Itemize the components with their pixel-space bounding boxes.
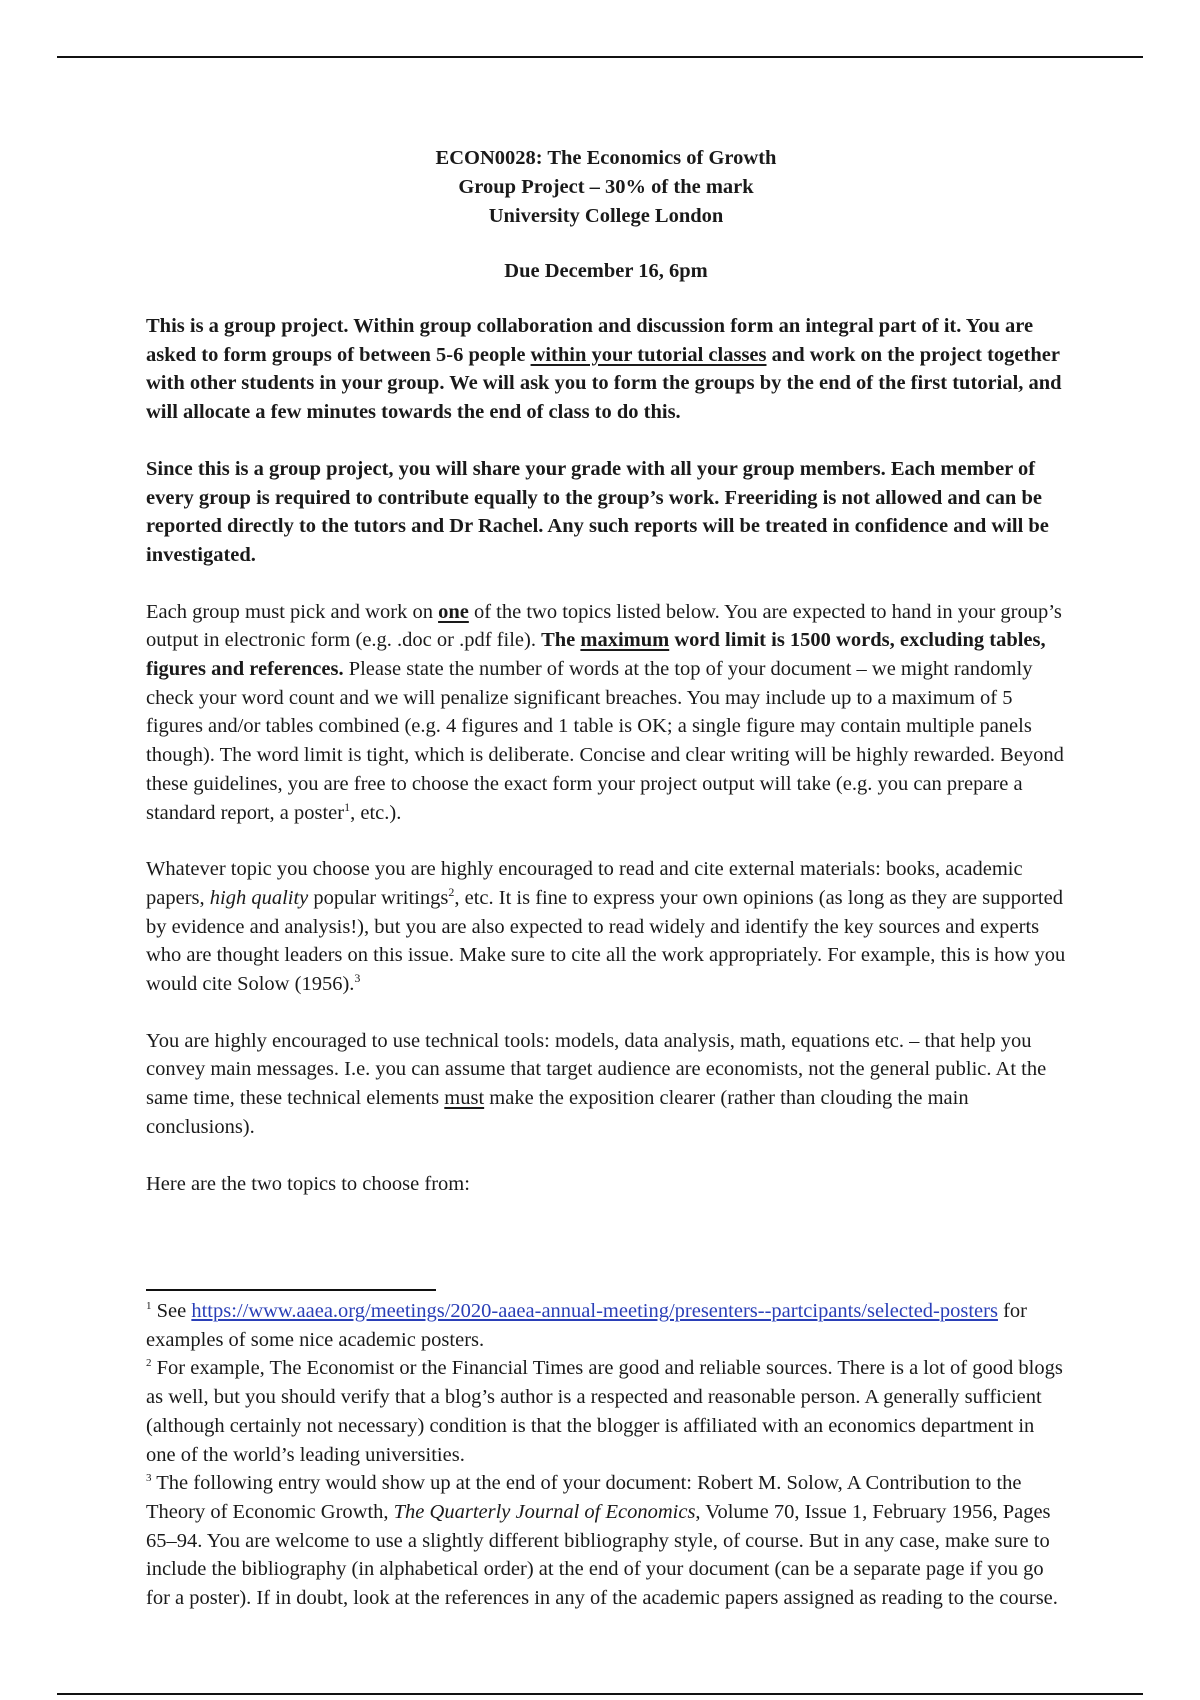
project-subtitle: Group Project – 30% of the mark [458,176,754,198]
footnote-3 [146,1469,1066,1613]
document-header [146,144,1066,231]
paragraph-technical-tools [146,1027,1066,1142]
paragraph-text: Please state the number of words at the top of your document – we might randomly check your word count and we will penalize significant breaches. You may include up to a maximum of 5 figures and/or tables combined (e.g. 4 figures and 1 table is OK; a single figure may contain multiple panels though). The word limit is tight, which is deliberate. Concise and clear writing will be highly rewarded. Beyond these guidelines, you are free to choose the exact form your project output will take (e.g. you can prepare a standard report, a poster [146,658,1064,824]
paragraph-text: of the two topics listed below. You are expected to hand in your group’s output in electronic form (e.g. .doc or .pdf file). [146,600,1062,652]
underlined-text: maximum [580,629,670,652]
bold-text: The [541,629,581,652]
paragraph-text: , etc.). [350,801,402,824]
paragraph-text: make the exposition clearer (rather than clouding the main conclusions). [146,1087,969,1138]
paragraph-group-project [146,312,1066,427]
institution-name: University College London [488,205,724,227]
paragraph-text: This is a group project. Within group collaboration and discussion form an integral part of it. You are asked to form groups of between 5-6 people [146,315,1034,366]
paragraph-sources [146,855,1066,999]
italic-text: high quality [209,886,309,909]
underlined-text: one [438,600,469,623]
footnote-text: The following entry would show up at the end of your document: Robert M. Solow, A Contribution to the Theory of Economic Growth, [146,1472,1022,1523]
paragraph-text: and work on the project together with other students in your group. We will ask you to form the groups by the end of the first tutorial, and will allocate a few minutes towards the end of class to do this. [146,343,1062,424]
paragraph-text: Whatever topic you choose you are highly encouraged to read and cite external materials: books, academic papers, [146,858,1023,909]
document-body [146,144,1066,1198]
footnote-text: For example, The Economist or the Financial Times are good and reliable sources. There is a lot of good blogs as well, but you should verify that a blog’s author is a respected and reasonable person. A generally sufficient (although certainly not necessary) condition is that the blogger is affiliated with an economics department in one of the world’s leading universities. [146,1357,1063,1466]
posters-link[interactable]: https://www.aaea.org/meetings/2020-aaea-annual-meeting/presenters--partcipants/selected-posters [191,1300,998,1322]
footnote-2 [146,1354,1066,1469]
footnote-reference: 1 [344,799,351,814]
footnote-reference: 2 [448,885,455,900]
paragraph-text: You are highly encouraged to use technical tools: models, data analysis, math, equations etc. – that help you convey main messages. I.e. you can assume that target audience are economists, not the general public. At the same time, these technical elements [146,1029,1047,1110]
footnote-reference: 3 [354,971,361,986]
footnote-mark: 1 [146,1300,152,1313]
footnote-text: for examples of some nice academic posters. [146,1300,1027,1351]
footnote-mark: 3 [146,1472,152,1485]
footnote-text: See [151,1300,192,1322]
footnote-text: , Volume 70, Issue 1, February 1956, Pages 65–94. You are welcome to use a slightly different bibliography style, of course. But in any case, make sure to include the bibliography (in alphabetical order) at the end of your document (can be a separate page if you go for a poster). If in doubt, look at the references in any of the academic papers assigned as reading to the course. [146,1500,1058,1610]
due-date: Due December 16, 6pm [504,260,708,282]
underlined-text: must [444,1087,485,1110]
underlined-text: within your tutorial classes [530,343,767,366]
paragraph-text: popular writings [308,886,449,909]
footnote-separator [146,1289,436,1291]
paragraph-topic-choice [146,598,1066,828]
journal-title: The Quarterly Journal of Economics [393,1500,696,1523]
footnote-1 [146,1297,1066,1354]
paragraph-text: , etc. It is fine to express your own opinions (as long as they are supported by evidence and analysis!), but you are also expected to read widely and identify the key sources and experts who are thought leaders on this issue. Make sure to cite all the work appropriately. For example, this is how you would cite Solow (1956). [146,886,1066,996]
paragraph-topics-intro: Here are the two topics to choose from: [146,1172,470,1195]
footnote-mark: 2 [146,1357,152,1370]
page-top-rule [57,56,1143,58]
bold-text: word limit is 1500 words, excluding tables, figures and references. [146,629,1046,681]
footnotes [146,1297,1066,1613]
paragraph-grading: Since this is a group project, you will share your grade with all your group members. Each member of every group is required to contribute equally to the group’s work. Freeriding is not allowed and can be reported directly to the tutors and Dr Rachel. Any such reports will be treated in confidence and will be investigated. [146,457,1049,566]
paragraph-text: Each group must pick and work on [146,600,439,623]
course-title: ECON0028: The Economics of Growth [435,147,777,169]
page-bottom-rule [57,1693,1143,1695]
